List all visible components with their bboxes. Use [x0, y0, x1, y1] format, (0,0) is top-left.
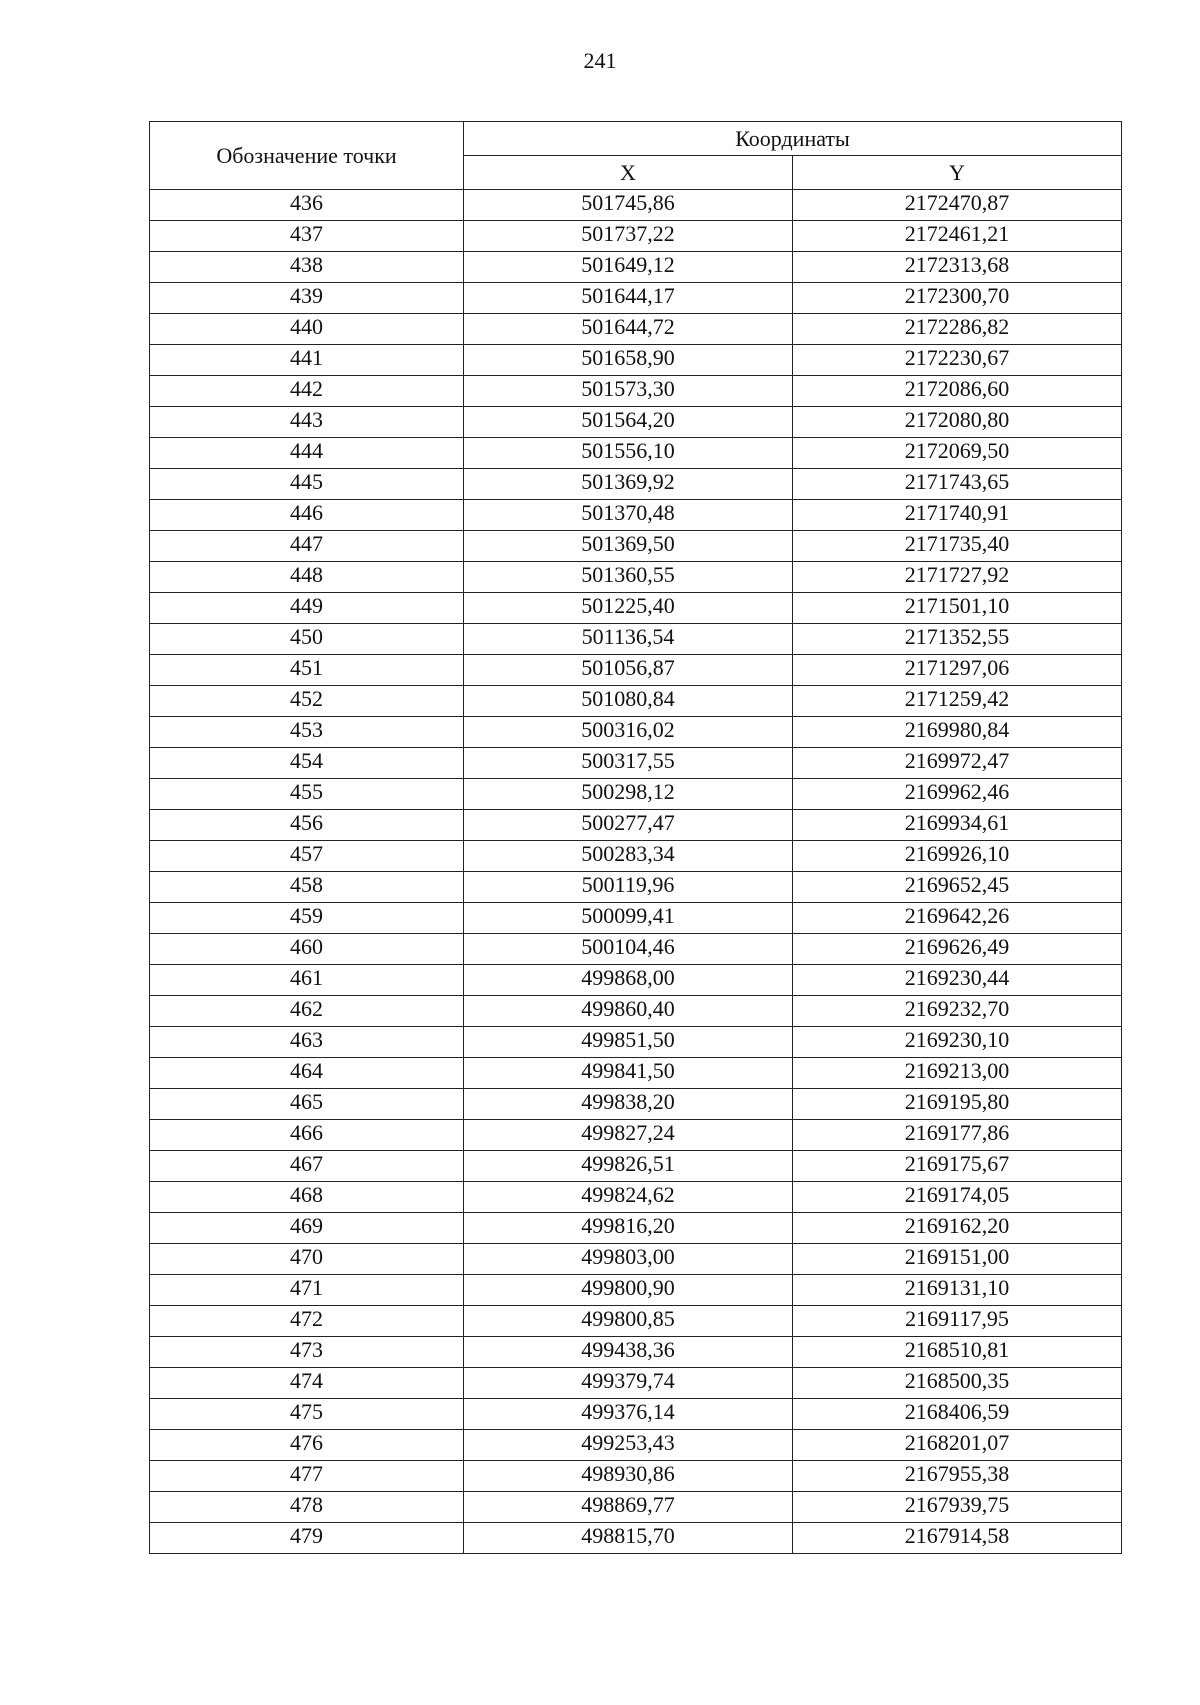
cell-y: 2171259,42: [793, 686, 1122, 717]
cell-y: 2169232,70: [793, 996, 1122, 1027]
cell-y: 2169926,10: [793, 841, 1122, 872]
table-row: [150, 1368, 1122, 1399]
table-row: [150, 1058, 1122, 1089]
table-row: [150, 1275, 1122, 1306]
cell-x: 499827,24: [464, 1120, 793, 1151]
cell-x: 501649,12: [464, 252, 793, 283]
cell-x: 501564,20: [464, 407, 793, 438]
cell-y: 2169213,00: [793, 1058, 1122, 1089]
cell-x: 499253,43: [464, 1430, 793, 1461]
cell-y: 2169162,20: [793, 1213, 1122, 1244]
table-row: [150, 190, 1122, 221]
cell-x: 499824,62: [464, 1182, 793, 1213]
cell-y: 2172470,87: [793, 190, 1122, 221]
cell-point: 437: [150, 221, 464, 252]
cell-x: 501658,90: [464, 345, 793, 376]
table-row: [150, 1306, 1122, 1337]
cell-y: 2167955,38: [793, 1461, 1122, 1492]
cell-point: 442: [150, 376, 464, 407]
cell-y: 2172230,67: [793, 345, 1122, 376]
cell-y: 2172069,50: [793, 438, 1122, 469]
cell-y: 2169175,67: [793, 1151, 1122, 1182]
cell-x: 500316,02: [464, 717, 793, 748]
header-y: Y: [793, 156, 1122, 190]
cell-x: 501556,10: [464, 438, 793, 469]
cell-x: 499800,90: [464, 1275, 793, 1306]
cell-point: 478: [150, 1492, 464, 1523]
cell-point: 444: [150, 438, 464, 469]
cell-point: 450: [150, 624, 464, 655]
cell-point: 445: [150, 469, 464, 500]
table-row: [150, 965, 1122, 996]
cell-y: 2171735,40: [793, 531, 1122, 562]
cell-x: 499868,00: [464, 965, 793, 996]
table-row: [150, 221, 1122, 252]
cell-point: 461: [150, 965, 464, 996]
cell-point: 449: [150, 593, 464, 624]
cell-y: 2169177,86: [793, 1120, 1122, 1151]
table-row: [150, 407, 1122, 438]
cell-x: 499438,36: [464, 1337, 793, 1368]
cell-y: 2169626,49: [793, 934, 1122, 965]
table-row: [150, 1151, 1122, 1182]
cell-y: 2172086,60: [793, 376, 1122, 407]
cell-x: 498869,77: [464, 1492, 793, 1523]
header-coordinates: Координаты: [464, 122, 1122, 156]
cell-y: 2169131,10: [793, 1275, 1122, 1306]
cell-x: 501573,30: [464, 376, 793, 407]
cell-y: 2169972,47: [793, 748, 1122, 779]
cell-point: 436: [150, 190, 464, 221]
table-row: [150, 779, 1122, 810]
cell-point: 443: [150, 407, 464, 438]
cell-y: 2171740,91: [793, 500, 1122, 531]
cell-point: 466: [150, 1120, 464, 1151]
table-row: [150, 438, 1122, 469]
cell-y: 2169117,95: [793, 1306, 1122, 1337]
cell-x: 501360,55: [464, 562, 793, 593]
cell-x: 501225,40: [464, 593, 793, 624]
table-row: [150, 934, 1122, 965]
cell-point: 454: [150, 748, 464, 779]
cell-y: 2168201,07: [793, 1430, 1122, 1461]
table-row: [150, 841, 1122, 872]
cell-point: 464: [150, 1058, 464, 1089]
cell-point: 471: [150, 1275, 464, 1306]
cell-y: 2172461,21: [793, 221, 1122, 252]
cell-point: 474: [150, 1368, 464, 1399]
cell-x: 499816,20: [464, 1213, 793, 1244]
cell-point: 469: [150, 1213, 464, 1244]
cell-y: 2169642,26: [793, 903, 1122, 934]
table-row: [150, 810, 1122, 841]
cell-point: 475: [150, 1399, 464, 1430]
cell-x: 501370,48: [464, 500, 793, 531]
table-row: [150, 1492, 1122, 1523]
cell-x: 501644,17: [464, 283, 793, 314]
cell-x: 499826,51: [464, 1151, 793, 1182]
table-row: [150, 872, 1122, 903]
cell-x: 501644,72: [464, 314, 793, 345]
cell-y: 2172300,70: [793, 283, 1122, 314]
cell-point: 479: [150, 1523, 464, 1554]
coordinates-table: [149, 121, 1122, 1554]
cell-x: 499800,85: [464, 1306, 793, 1337]
cell-x: 499376,14: [464, 1399, 793, 1430]
cell-x: 499838,20: [464, 1089, 793, 1120]
cell-x: 499841,50: [464, 1058, 793, 1089]
page-number: 241: [583, 48, 617, 73]
table-row: [150, 1337, 1122, 1368]
table-row: [150, 283, 1122, 314]
cell-point: 468: [150, 1182, 464, 1213]
table-row: [150, 531, 1122, 562]
cell-y: 2171297,06: [793, 655, 1122, 686]
cell-y: 2168510,81: [793, 1337, 1122, 1368]
cell-x: 499803,00: [464, 1244, 793, 1275]
cell-y: 2172313,68: [793, 252, 1122, 283]
cell-x: 500277,47: [464, 810, 793, 841]
cell-point: 463: [150, 1027, 464, 1058]
table-row: [150, 1244, 1122, 1275]
cell-x: 501136,54: [464, 624, 793, 655]
table-row: [150, 500, 1122, 531]
cell-x: 500119,96: [464, 872, 793, 903]
cell-y: 2169230,44: [793, 965, 1122, 996]
cell-point: 470: [150, 1244, 464, 1275]
cell-x: 500283,34: [464, 841, 793, 872]
table-row: [150, 717, 1122, 748]
table-row: [150, 314, 1122, 345]
table-body: [150, 190, 1122, 1554]
cell-x: 498815,70: [464, 1523, 793, 1554]
cell-x: 500104,46: [464, 934, 793, 965]
cell-point: 467: [150, 1151, 464, 1182]
cell-point: 451: [150, 655, 464, 686]
table-row: [150, 562, 1122, 593]
header-point-designation: Обозначение точки: [150, 122, 464, 190]
cell-y: 2171501,10: [793, 593, 1122, 624]
table-row: [150, 1430, 1122, 1461]
cell-point: 446: [150, 500, 464, 531]
cell-y: 2171727,92: [793, 562, 1122, 593]
cell-x: 500317,55: [464, 748, 793, 779]
cell-point: 439: [150, 283, 464, 314]
cell-y: 2171352,55: [793, 624, 1122, 655]
table-header: [150, 122, 1122, 190]
cell-x: 498930,86: [464, 1461, 793, 1492]
cell-point: 447: [150, 531, 464, 562]
cell-point: 476: [150, 1430, 464, 1461]
cell-point: 448: [150, 562, 464, 593]
table-row: [150, 593, 1122, 624]
cell-x: 501745,86: [464, 190, 793, 221]
cell-x: 501056,87: [464, 655, 793, 686]
table-row: [150, 1213, 1122, 1244]
cell-y: 2169230,10: [793, 1027, 1122, 1058]
header-x: X: [464, 156, 793, 190]
table-row: [150, 376, 1122, 407]
cell-point: 455: [150, 779, 464, 810]
table-row: [150, 903, 1122, 934]
cell-x: 501737,22: [464, 221, 793, 252]
cell-x: 499379,74: [464, 1368, 793, 1399]
table-row: [150, 1182, 1122, 1213]
cell-point: 473: [150, 1337, 464, 1368]
table-row: [150, 1089, 1122, 1120]
cell-y: 2172080,80: [793, 407, 1122, 438]
cell-y: 2169195,80: [793, 1089, 1122, 1120]
cell-point: 477: [150, 1461, 464, 1492]
table-row: [150, 1027, 1122, 1058]
cell-point: 441: [150, 345, 464, 376]
cell-x: 500099,41: [464, 903, 793, 934]
cell-y: 2169962,46: [793, 779, 1122, 810]
cell-y: 2168406,59: [793, 1399, 1122, 1430]
table-row: [150, 1461, 1122, 1492]
cell-y: 2171743,65: [793, 469, 1122, 500]
cell-y: 2167914,58: [793, 1523, 1122, 1554]
cell-x: 499860,40: [464, 996, 793, 1027]
table-row: [150, 469, 1122, 500]
cell-y: 2172286,82: [793, 314, 1122, 345]
cell-x: 501369,92: [464, 469, 793, 500]
cell-y: 2169980,84: [793, 717, 1122, 748]
table-row: [150, 748, 1122, 779]
cell-point: 453: [150, 717, 464, 748]
cell-point: 460: [150, 934, 464, 965]
cell-point: 452: [150, 686, 464, 717]
table-row: [150, 686, 1122, 717]
cell-point: 456: [150, 810, 464, 841]
table-row: [150, 345, 1122, 376]
cell-point: 472: [150, 1306, 464, 1337]
table-row: [150, 1399, 1122, 1430]
cell-point: 462: [150, 996, 464, 1027]
cell-y: 2167939,75: [793, 1492, 1122, 1523]
cell-x: 500298,12: [464, 779, 793, 810]
cell-point: 459: [150, 903, 464, 934]
cell-y: 2169652,45: [793, 872, 1122, 903]
table-row: [150, 1523, 1122, 1554]
table-row: [150, 252, 1122, 283]
cell-point: 457: [150, 841, 464, 872]
cell-y: 2169934,61: [793, 810, 1122, 841]
table-row: [150, 1120, 1122, 1151]
table-row: [150, 996, 1122, 1027]
table-row: [150, 655, 1122, 686]
cell-x: 501369,50: [464, 531, 793, 562]
cell-x: 499851,50: [464, 1027, 793, 1058]
cell-point: 458: [150, 872, 464, 903]
cell-y: 2169174,05: [793, 1182, 1122, 1213]
cell-point: 438: [150, 252, 464, 283]
table-row: [150, 624, 1122, 655]
cell-point: 465: [150, 1089, 464, 1120]
cell-point: 440: [150, 314, 464, 345]
cell-x: 501080,84: [464, 686, 793, 717]
cell-y: 2168500,35: [793, 1368, 1122, 1399]
cell-y: 2169151,00: [793, 1244, 1122, 1275]
